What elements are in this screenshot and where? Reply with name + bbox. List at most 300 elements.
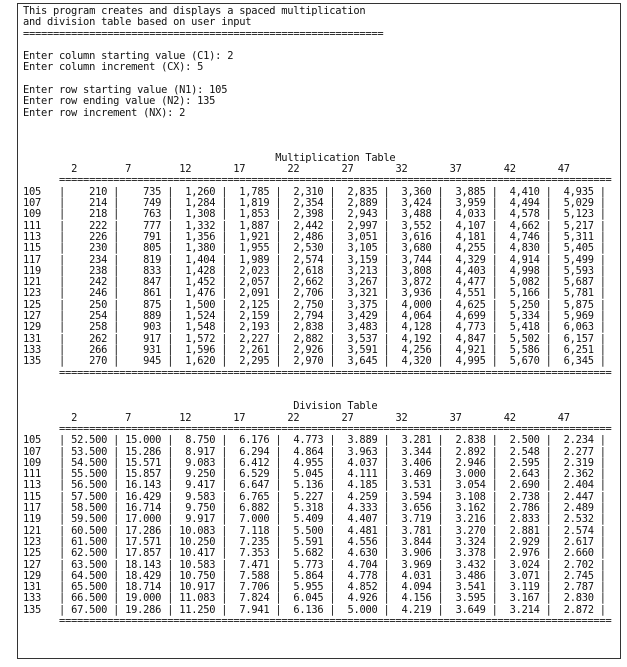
mult-cell: 763 [143, 208, 162, 221]
div-cell: 17.571 [125, 535, 162, 548]
mult-cell: 1,356 [185, 230, 216, 243]
div-column-header: 17 [233, 411, 246, 424]
mult-cell: 2,750 [293, 298, 324, 311]
mult-cell: 945 [143, 355, 162, 368]
mult-cell: 266 [89, 343, 108, 356]
div-cell: 3.486 [455, 569, 486, 582]
div-cell: 9.083 [185, 456, 216, 469]
div-cell: 2.838 [455, 434, 486, 447]
div-cell: 6.529 [239, 468, 270, 481]
mult-cell: 2,530 [293, 242, 324, 255]
div-cell: 3.344 [401, 445, 432, 458]
div-cell: 2.946 [455, 456, 486, 469]
div-cell: 18.714 [125, 581, 162, 594]
div-cell: 2.643 [509, 468, 540, 481]
div-title: Division Table [293, 400, 378, 413]
mult-row-label: 117 [23, 253, 42, 266]
table-row: 121 | 60.500 | 17.286 | 10.083 | 7.118 | 5.500 | 4.481 | 3.781 | 3.270 | 2.881 | 2.574 | [23, 524, 606, 537]
mult-cell: 4,410 [509, 185, 540, 198]
div-cell: 10.417 [179, 547, 216, 560]
multiplication-table [23, 152, 612, 379]
div-row-label: 109 [23, 456, 42, 469]
div-cell: 6.045 [293, 592, 324, 605]
div-cell: 2.976 [509, 547, 540, 560]
div-cell: 4.955 [293, 456, 324, 469]
div-cell: 63.500 [71, 558, 108, 571]
div-cell: 4.773 [293, 434, 324, 447]
div-cell: 2.690 [509, 479, 540, 492]
table-row: 105 | 210 | 735 | 1,260 | 1,785 | 2,310 | 2,835 | 3,360 | 3,885 | 4,410 | 4,935 | [23, 185, 606, 198]
mult-cell: 5,418 [509, 321, 540, 334]
div-cell: 4.864 [293, 445, 324, 458]
div-cell: 2.595 [509, 456, 540, 469]
mult-cell: 3,429 [347, 310, 378, 323]
mult-cell: 4,181 [455, 230, 486, 243]
mult-cell: 4,329 [455, 253, 486, 266]
div-cell: 6.647 [239, 479, 270, 492]
mult-column-header: 32 [395, 163, 408, 176]
mult-cell: 6,251 [563, 343, 594, 356]
mult-row-label: 109 [23, 208, 42, 221]
mult-cell: 777 [143, 219, 162, 232]
mult-cell: 917 [143, 332, 162, 345]
mult-cell: 4,998 [509, 264, 540, 277]
table-row: 109 | 218 | 763 | 1,308 | 1,853 | 2,398 | 2,943 | 3,488 | 4,033 | 4,578 | 5,123 | [23, 208, 606, 221]
mult-cell: 2,970 [293, 355, 324, 368]
div-cell: 2.787 [563, 581, 594, 594]
console-window [17, 3, 621, 659]
mult-cell: 3,552 [401, 219, 432, 232]
table-row: 127 | 254 | 889 | 1,524 | 2,159 | 2,794 | 3,429 | 4,064 | 4,699 | 5,334 | 5,969 | [23, 310, 606, 323]
div-row-label: 107 [23, 445, 42, 458]
div-cell: 5.864 [293, 569, 324, 582]
div-cell: 5.318 [293, 502, 324, 515]
div-row-label: 117 [23, 502, 42, 515]
mult-row-label: 135 [23, 355, 42, 368]
table-row: 135 | 67.500 | 19.286 | 11.250 | 7.941 | 6.136 | 5.000 | 4.219 | 3.649 | 3.214 | 2.872 | [23, 603, 606, 616]
div-cell: 7.000 [239, 513, 270, 526]
table-row: 121 | 242 | 847 | 1,452 | 2,057 | 2,662 | 3,267 | 3,872 | 4,477 | 5,082 | 5,687 | [23, 276, 606, 289]
mult-cell: 2,091 [239, 287, 270, 300]
mult-cell: 1,404 [185, 253, 216, 266]
mult-cell: 2,398 [293, 208, 324, 221]
div-row-label: 131 [23, 581, 42, 594]
div-cell: 2.277 [563, 445, 594, 458]
mult-cell: 1,500 [185, 298, 216, 311]
mult-row-label: 115 [23, 242, 42, 255]
div-cell: 18.429 [125, 569, 162, 582]
mult-cell: 4,830 [509, 242, 540, 255]
mult-cell: 3,488 [401, 208, 432, 221]
mult-cell: 242 [89, 276, 108, 289]
mult-cell: 2,057 [239, 276, 270, 289]
mult-cell: 1,260 [185, 185, 216, 198]
mult-cell: 5,875 [563, 298, 594, 311]
div-cell: 11.250 [179, 603, 216, 616]
div-cell: 62.500 [71, 547, 108, 560]
div-cell: 2.532 [563, 513, 594, 526]
mult-cell: 861 [143, 287, 162, 300]
div-cell: 8.750 [185, 434, 216, 447]
div-cell: 52.500 [71, 434, 108, 447]
div-cell: 3.071 [509, 569, 540, 582]
mult-cell: 4,578 [509, 208, 540, 221]
div-cell: 55.500 [71, 468, 108, 481]
div-cell: 53.500 [71, 445, 108, 458]
mult-cell: 1,785 [239, 185, 270, 198]
mult-cell: 1,332 [185, 219, 216, 232]
div-cell: 2.234 [563, 434, 594, 447]
mult-cell: 214 [89, 197, 108, 210]
div-cell: 7.353 [239, 547, 270, 560]
mult-row-label: 125 [23, 298, 42, 311]
mult-row-label: 133 [23, 343, 42, 356]
table-row: 135 | 270 | 945 | 1,620 | 2,295 | 2,970 | 3,645 | 4,320 | 4,995 | 5,670 | 6,345 | [23, 355, 606, 368]
div-cell: 7.588 [239, 569, 270, 582]
mult-cell: 749 [143, 197, 162, 210]
mult-cell: 5,029 [563, 197, 594, 210]
div-cell: 2.404 [563, 479, 594, 492]
div-cell: 5.955 [293, 581, 324, 594]
div-cell: 2.574 [563, 524, 594, 537]
table-row: 113 | 226 | 791 | 1,356 | 1,921 | 2,486 | 3,051 | 3,616 | 4,181 | 4,746 | 5,311 | [23, 230, 606, 243]
mult-cell: 4,107 [455, 219, 486, 232]
div-cell: 3.906 [401, 547, 432, 560]
mult-cell: 1,524 [185, 310, 216, 323]
div-cell: 18.143 [125, 558, 162, 571]
div-cell: 54.500 [71, 456, 108, 469]
div-cell: 9.583 [185, 490, 216, 503]
div-cell: 3.889 [347, 434, 378, 447]
table-row: 107 | 214 | 749 | 1,284 | 1,819 | 2,354 | 2,889 | 3,424 | 3,959 | 4,494 | 5,029 | [23, 197, 606, 210]
mult-cell: 1,921 [239, 230, 270, 243]
div-column-header: 37 [449, 411, 462, 424]
div-cell: 4.094 [401, 581, 432, 594]
mult-cell: 847 [143, 276, 162, 289]
mult-cell: 3,645 [347, 355, 378, 368]
mult-cell: 833 [143, 264, 162, 277]
mult-cell: 258 [89, 321, 108, 334]
div-cell: 3.000 [455, 468, 486, 481]
table-row: 115 | 230 | 805 | 1,380 | 1,955 | 2,530 | 3,105 | 3,680 | 4,255 | 4,830 | 5,405 | [23, 242, 606, 255]
mult-column-header: 2 [71, 163, 78, 176]
mult-cell: 2,882 [293, 332, 324, 345]
mult-cell: 254 [89, 310, 108, 323]
mult-row-label: 131 [23, 332, 42, 345]
mult-cell: 250 [89, 298, 108, 311]
mult-cell: 1,596 [185, 343, 216, 356]
table-row: 127 | 63.500 | 18.143 | 10.583 | 7.471 | 5.773 | 4.704 | 3.969 | 3.432 | 3.024 | 2.702 | [23, 558, 606, 571]
div-cell: 9.417 [185, 479, 216, 492]
div-cell: 2.500 [509, 434, 540, 447]
division-table [23, 400, 612, 627]
mult-cell: 210 [89, 185, 108, 198]
mult-cell: 2,574 [293, 253, 324, 266]
mult-cell: 5,586 [509, 343, 540, 356]
mult-cell: 2,159 [239, 310, 270, 323]
mult-cell: 1,989 [239, 253, 270, 266]
mult-cell: 889 [143, 310, 162, 323]
div-cell: 2.881 [509, 524, 540, 537]
div-cell: 59.500 [71, 513, 108, 526]
mult-cell: 5,166 [509, 287, 540, 300]
div-cell: 3.024 [509, 558, 540, 571]
div-cell: 7.706 [239, 581, 270, 594]
div-cell: 4.037 [347, 456, 378, 469]
div-cell: 66.500 [71, 592, 108, 605]
mult-cell: 735 [143, 185, 162, 198]
div-cell: 4.852 [347, 581, 378, 594]
div-row-label: 115 [23, 490, 42, 503]
div-cell: 5.045 [293, 468, 324, 481]
mult-cell: 218 [89, 208, 108, 221]
div-cell: 11.083 [179, 592, 216, 605]
div-column-header: 27 [341, 411, 354, 424]
div-cell: 2.830 [563, 592, 594, 605]
mult-cell: 5,405 [563, 242, 594, 255]
div-cell: 3.406 [401, 456, 432, 469]
div-cell: 2.786 [509, 502, 540, 515]
div-cell: 2.833 [509, 513, 540, 526]
table-row: 105 | 52.500 | 15.000 | 8.750 | 6.176 | 4.773 | 3.889 | 3.281 | 2.838 | 2.500 | 2.234 | [23, 434, 606, 447]
div-cell: 2.660 [563, 547, 594, 560]
div-cell: 3.216 [455, 513, 486, 526]
div-cell: 6.136 [293, 603, 324, 616]
mult-cell: 3,808 [401, 264, 432, 277]
div-cell: 60.500 [71, 524, 108, 537]
mult-cell: 2,023 [239, 264, 270, 277]
mult-column-header: 22 [287, 163, 300, 176]
mult-cell: 3,483 [347, 321, 378, 334]
div-cell: 10.750 [179, 569, 216, 582]
mult-cell: 5,311 [563, 230, 594, 243]
div-cell: 2.745 [563, 569, 594, 582]
div-cell: 3.378 [455, 547, 486, 560]
mult-cell: 4,494 [509, 197, 540, 210]
mult-column-header: 37 [449, 163, 462, 176]
div-cell: 3.781 [401, 524, 432, 537]
table-row: 125 | 250 | 875 | 1,500 | 2,125 | 2,750 | 3,375 | 4,000 | 4,625 | 5,250 | 5,875 | [23, 298, 606, 311]
div-cell: 2.738 [509, 490, 540, 503]
div-cell: 7.118 [239, 524, 270, 537]
table-row: 129 | 64.500 | 18.429 | 10.750 | 7.588 | 5.864 | 4.778 | 4.031 | 3.486 | 3.071 | 2.745 | [23, 569, 606, 582]
mult-cell: 4,914 [509, 253, 540, 266]
mult-cell: 5,781 [563, 287, 594, 300]
div-row-label: 111 [23, 468, 42, 481]
div-cell: 57.500 [71, 490, 108, 503]
mult-row-label: 111 [23, 219, 42, 232]
div-cell: 15.571 [125, 456, 162, 469]
div-cell: 3.119 [509, 581, 540, 594]
div-cell: 2.319 [563, 456, 594, 469]
mult-cell: 2,354 [293, 197, 324, 210]
mult-row-label: 105 [23, 185, 42, 198]
table-row: 109 | 54.500 | 15.571 | 9.083 | 6.412 | 4.955 | 4.037 | 3.406 | 2.946 | 2.595 | 2.319 | [23, 456, 606, 469]
div-cell: 10.083 [179, 524, 216, 537]
mult-cell: 5,502 [509, 332, 540, 345]
mult-cell: 4,847 [455, 332, 486, 345]
mult-cell: 2,835 [347, 185, 378, 198]
div-cell: 65.500 [71, 581, 108, 594]
mult-cell: 2,662 [293, 276, 324, 289]
mult-cell: 3,936 [401, 287, 432, 300]
mult-cell: 1,955 [239, 242, 270, 255]
div-cell: 6.412 [239, 456, 270, 469]
intro-line-1: This program creates and displays a spaced multiplication [23, 5, 366, 17]
mult-cell: 4,995 [455, 355, 486, 368]
div-cell: 3.270 [455, 524, 486, 537]
mult-rule: ============================================================================================ [23, 366, 612, 379]
table-row: 113 | 56.500 | 16.143 | 9.417 | 6.647 | 5.136 | 4.185 | 3.531 | 3.054 | 2.690 | 2.404 | [23, 479, 606, 492]
mult-cell: 1,284 [185, 197, 216, 210]
div-cell: 16.714 [125, 502, 162, 515]
div-cell: 5.136 [293, 479, 324, 492]
div-cell: 2.892 [455, 445, 486, 458]
div-cell: 4.333 [347, 502, 378, 515]
mult-cell: 2,193 [239, 321, 270, 334]
mult-cell: 4,773 [455, 321, 486, 334]
div-cell: 10.917 [179, 581, 216, 594]
mult-cell: 2,310 [293, 185, 324, 198]
mult-cell: 4,064 [401, 310, 432, 323]
div-cell: 3.649 [455, 603, 486, 616]
div-row-label: 119 [23, 513, 42, 526]
div-cell: 2.929 [509, 535, 540, 548]
mult-row-label: 119 [23, 264, 42, 277]
div-cell: 61.500 [71, 535, 108, 548]
mult-cell: 3,424 [401, 197, 432, 210]
mult-cell: 1,380 [185, 242, 216, 255]
div-cell: 2.362 [563, 468, 594, 481]
mult-row-label: 107 [23, 197, 42, 210]
div-cell: 3.969 [401, 558, 432, 571]
mult-cell: 4,128 [401, 321, 432, 334]
table-row: 115 | 57.500 | 16.429 | 9.583 | 6.765 | 5.227 | 4.259 | 3.594 | 3.108 | 2.738 | 2.447 | [23, 490, 606, 503]
div-cell: 6.765 [239, 490, 270, 503]
mult-cell: 1,428 [185, 264, 216, 277]
mult-cell: 4,403 [455, 264, 486, 277]
mult-cell: 4,255 [455, 242, 486, 255]
mult-cell: 1,452 [185, 276, 216, 289]
table-row: 107 | 53.500 | 15.286 | 8.917 | 6.294 | 4.864 | 3.963 | 3.344 | 2.892 | 2.548 | 2.277 | [23, 445, 606, 458]
div-cell: 5.409 [293, 513, 324, 526]
div-cell: 4.407 [347, 513, 378, 526]
div-row-label: 105 [23, 434, 42, 447]
div-row-label: 123 [23, 535, 42, 548]
mult-cell: 1,308 [185, 208, 216, 221]
div-cell: 58.500 [71, 502, 108, 515]
mult-cell: 3,885 [455, 185, 486, 198]
mult-cell: 5,082 [509, 276, 540, 289]
mult-cell: 2,486 [293, 230, 324, 243]
mult-cell: 6,345 [563, 355, 594, 368]
div-cell: 3.531 [401, 479, 432, 492]
table-row: 133 | 266 | 931 | 1,596 | 2,261 | 2,926 | 3,591 | 4,256 | 4,921 | 5,586 | 6,251 | [23, 343, 606, 356]
mult-cell: 3,680 [401, 242, 432, 255]
div-cell: 15.000 [125, 434, 162, 447]
div-cell: 15.857 [125, 468, 162, 481]
table-row: 131 | 262 | 917 | 1,572 | 2,227 | 2,882 | 3,537 | 4,192 | 4,847 | 5,502 | 6,157 | [23, 332, 606, 345]
mult-cell: 5,334 [509, 310, 540, 323]
mult-cell: 3,591 [347, 343, 378, 356]
mult-cell: 805 [143, 242, 162, 255]
mult-cell: 4,320 [401, 355, 432, 368]
prompt-row-end: Enter row ending value (N2): 135 [23, 95, 216, 108]
mult-cell: 3,159 [347, 253, 378, 266]
div-cell: 9.250 [185, 468, 216, 481]
div-column-header: 7 [125, 411, 132, 424]
div-row-label: 121 [23, 524, 42, 537]
div-cell: 3.595 [455, 592, 486, 605]
div-cell: 64.500 [71, 569, 108, 582]
mult-cell: 2,442 [293, 219, 324, 232]
div-cell: 15.286 [125, 445, 162, 458]
div-column-header: 32 [395, 411, 408, 424]
mult-cell: 2,295 [239, 355, 270, 368]
mult-cell: 1,819 [239, 197, 270, 210]
div-cell: 56.500 [71, 479, 108, 492]
mult-cell: 5,593 [563, 264, 594, 277]
div-cell: 19.000 [125, 592, 162, 605]
div-cell: 3.214 [509, 603, 540, 616]
div-cell: 5.500 [293, 524, 324, 537]
div-cell: 4.926 [347, 592, 378, 605]
div-cell: 5.591 [293, 535, 324, 548]
mult-cell: 5,687 [563, 276, 594, 289]
div-cell: 4.185 [347, 479, 378, 492]
mult-cell: 3,267 [347, 276, 378, 289]
mult-cell: 226 [89, 230, 108, 243]
mult-rule: ============================================================================================ [23, 174, 612, 187]
div-row-label: 113 [23, 479, 42, 492]
mult-cell: 3,105 [347, 242, 378, 255]
mult-column-header: 7 [125, 163, 132, 176]
mult-cell: 4,935 [563, 185, 594, 198]
div-cell: 17.286 [125, 524, 162, 537]
div-rule: ============================================================================================ [23, 615, 612, 628]
mult-cell: 5,499 [563, 253, 594, 266]
div-cell: 6.176 [239, 434, 270, 447]
prompt-row-start: Enter row starting value (N1): 105 [23, 84, 228, 97]
div-cell: 2.617 [563, 535, 594, 548]
table-row: 111 | 55.500 | 15.857 | 9.250 | 6.529 | 5.045 | 4.111 | 3.469 | 3.000 | 2.643 | 2.362 | [23, 468, 606, 481]
div-cell: 8.917 [185, 445, 216, 458]
mult-column-header: 17 [233, 163, 246, 176]
mult-cell: 3,051 [347, 230, 378, 243]
mult-cell: 931 [143, 343, 162, 356]
div-cell: 3.281 [401, 434, 432, 447]
div-row-label: 129 [23, 569, 42, 582]
mult-cell: 3,321 [347, 287, 378, 300]
div-cell: 4.778 [347, 569, 378, 582]
mult-column-header: 47 [557, 163, 570, 176]
table-row: 131 | 65.500 | 18.714 | 10.917 | 7.706 | 5.955 | 4.852 | 4.094 | 3.541 | 3.119 | 2.787 | [23, 581, 606, 594]
div-row-label: 125 [23, 547, 42, 560]
table-row: 117 | 234 | 819 | 1,404 | 1,989 | 2,574 | 3,159 | 3,744 | 4,329 | 4,914 | 5,499 | [23, 253, 606, 266]
mult-cell: 3,360 [401, 185, 432, 198]
div-cell: 19.286 [125, 603, 162, 616]
div-rule: ============================================================================================ [23, 422, 612, 435]
div-cell: 2.548 [509, 445, 540, 458]
div-cell: 16.143 [125, 479, 162, 492]
table-row: 129 | 258 | 903 | 1,548 | 2,193 | 2,838 | 3,483 | 4,128 | 4,773 | 5,418 | 6,063 | [23, 321, 606, 334]
mult-cell: 2,838 [293, 321, 324, 334]
div-cell: 6.882 [239, 502, 270, 515]
table-row: 119 | 238 | 833 | 1,428 | 2,023 | 2,618 | 3,213 | 3,808 | 4,403 | 4,998 | 5,593 | [23, 264, 606, 277]
mult-cell: 2,926 [293, 343, 324, 356]
div-cell: 10.583 [179, 558, 216, 571]
mult-row-label: 129 [23, 321, 42, 334]
